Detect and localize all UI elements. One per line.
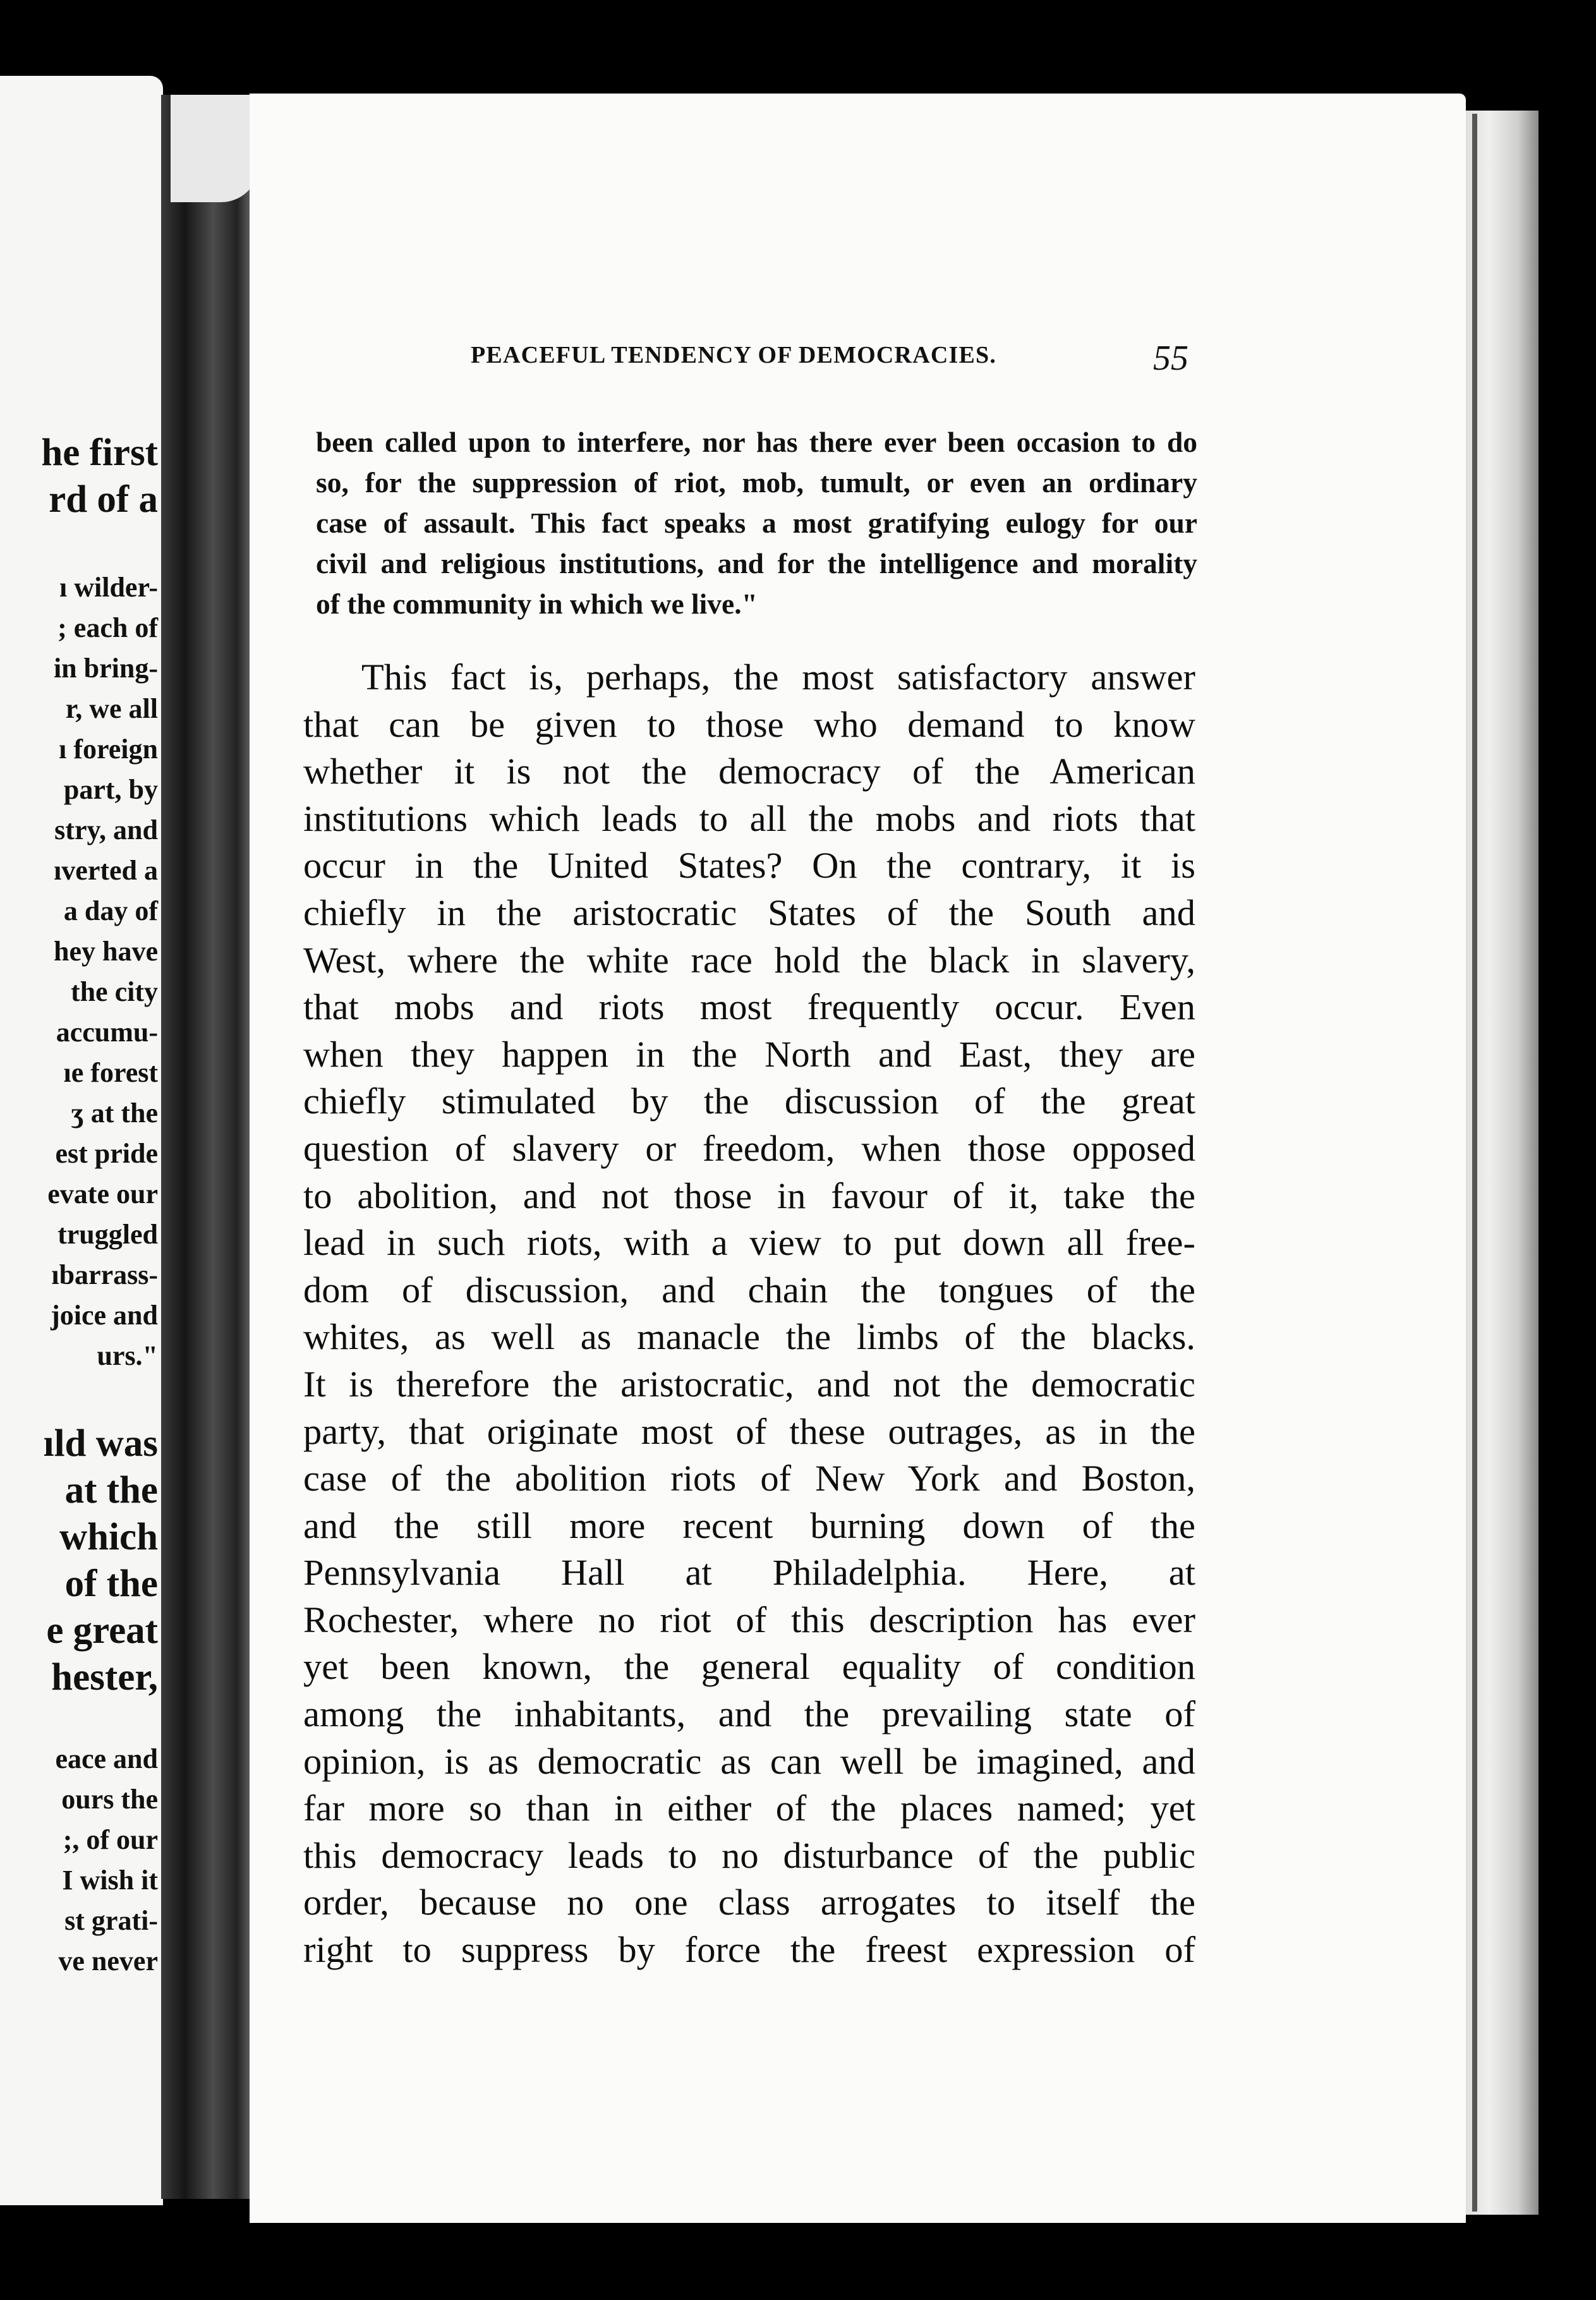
left-text-line: ʒ at the — [71, 1098, 158, 1129]
body-line: whites, as well as manacle the limbs of the blacks. — [303, 1316, 1195, 1358]
left-text-line-large: e great — [46, 1609, 158, 1652]
left-text-line: urs." — [97, 1340, 158, 1371]
body-line: lead in such riots, with a view to put down all free- — [303, 1222, 1195, 1264]
left-text-line: ıbarrass- — [51, 1259, 158, 1290]
running-head: PEACEFUL TENDENCY OF DEMOCRACIES. — [471, 342, 997, 368]
body-line: order, because no one class arrogates to itself the — [303, 1882, 1195, 1923]
left-text-line: hey have — [54, 936, 158, 967]
body-line: right to suppress by force the freest expression of — [303, 1929, 1195, 1971]
body-line: Rochester, where no riot of this description has ever — [303, 1599, 1195, 1640]
left-text-line: ;, of our — [63, 1824, 158, 1855]
left-text-line-large: hester, — [51, 1656, 158, 1698]
left-text-line-large: which — [59, 1516, 158, 1558]
left-text-line: evate our — [47, 1178, 158, 1209]
body-line: that mobs and riots most frequently occur. Even — [303, 986, 1195, 1028]
body-line: chiefly stimulated by the discussion of the great — [303, 1080, 1195, 1122]
quote-line: been called upon to interfere, nor has there ever been occasion to do — [316, 426, 1197, 458]
body-line: dom of discussion, and chain the tongues of the — [303, 1269, 1195, 1310]
body-line: This fact is, perhaps, the most satisfactory answer — [361, 657, 1195, 698]
body-line: institutions which leads to all the mobs and riots that — [303, 797, 1195, 839]
page-edge-shadow — [1472, 114, 1477, 2212]
book-gutter — [161, 95, 256, 2199]
left-text-line: joice and — [51, 1300, 158, 1331]
page-curl — [171, 95, 259, 202]
body-line: that can be given to those who demand to know — [303, 703, 1195, 745]
body-line: far more so than in either of the places named; yet — [303, 1788, 1195, 1829]
left-text-line: a day of — [63, 895, 158, 926]
left-text-line: truggled — [57, 1219, 158, 1250]
left-text-line: I wish it — [62, 1865, 158, 1896]
page-edge — [1456, 111, 1539, 2215]
left-text-line: ı foreign — [59, 734, 158, 765]
left-text-line-large: at the — [64, 1469, 158, 1511]
body-paragraph — [303, 654, 1195, 1974]
left-text-line: r, we all — [65, 693, 158, 724]
left-text-line: est pride — [55, 1138, 158, 1169]
left-text-line: stry, and — [54, 814, 158, 845]
left-text-line: ours the — [61, 1784, 158, 1815]
left-text-line: eace and — [55, 1743, 158, 1774]
body-line: chiefly in the aristocratic States of the South and — [303, 892, 1195, 933]
body-line: yet been known, the general equality of condition — [303, 1646, 1195, 1688]
body-line: question of slavery or freedom, when those opposed — [303, 1127, 1195, 1169]
body-line: this democracy leads to no disturbance of the public — [303, 1834, 1195, 1876]
quote-line: case of assault. This fact speaks a most gratifying eulogy for our — [316, 507, 1197, 539]
left-text-line: st grati- — [64, 1905, 158, 1936]
body-line: when they happen in the North and East, they are — [303, 1033, 1195, 1075]
left-text-line: ıe forest — [63, 1057, 158, 1088]
left-text-line: ı wilder- — [59, 572, 158, 603]
left-heading-line: rd of a — [49, 478, 158, 521]
body-line: party, that originate most of these outrages, as in the — [303, 1410, 1195, 1452]
left-text-line: accumu- — [56, 1017, 158, 1048]
left-text-line: the city — [70, 976, 158, 1007]
left-heading-line: he first — [41, 432, 158, 474]
body-line: It is therefore the aristocratic, and not the democratic — [303, 1363, 1195, 1405]
quote-line: so, for the suppression of riot, mob, tumult, or even an ordinary — [316, 466, 1197, 499]
body-line: Pennsylvania Hall at Philadelphia. Here, at — [303, 1552, 1195, 1594]
body-line: whether it is not the democracy of the American — [303, 751, 1195, 792]
quote-line: civil and religious institutions, and for the intelligence and morality — [316, 547, 1197, 579]
quoted-passage — [316, 422, 1197, 624]
left-text-line: ıverted a — [54, 855, 158, 886]
body-line: occur in the United States? On the contrary, it is — [303, 845, 1195, 887]
left-text-line: ; each of — [57, 612, 158, 643]
quote-line: of the community in which we live." — [316, 588, 758, 620]
left-page-text — [0, 430, 158, 1982]
body-line: to abolition, and not those in favour of it, take the — [303, 1175, 1195, 1216]
left-text-line-large: of the — [64, 1563, 158, 1605]
body-line: among the inhabitants, and the prevailing state of — [303, 1693, 1195, 1735]
left-text-line: part, by — [63, 774, 158, 805]
left-text-line: ve never — [58, 1946, 158, 1976]
body-line: West, where the white race hold the black in slavery, — [303, 939, 1195, 981]
left-page — [0, 76, 163, 2205]
body-line: and the still more recent burning down of the — [303, 1504, 1195, 1546]
body-line: opinion, is as democratic as can well be imagined, and — [303, 1740, 1195, 1782]
left-text-line-large: ıld was — [43, 1422, 158, 1465]
left-text-line: in bring- — [53, 653, 158, 684]
page-number: 55 — [1153, 339, 1188, 378]
body-line: case of the abolition riots of New York and Boston, — [303, 1458, 1195, 1499]
